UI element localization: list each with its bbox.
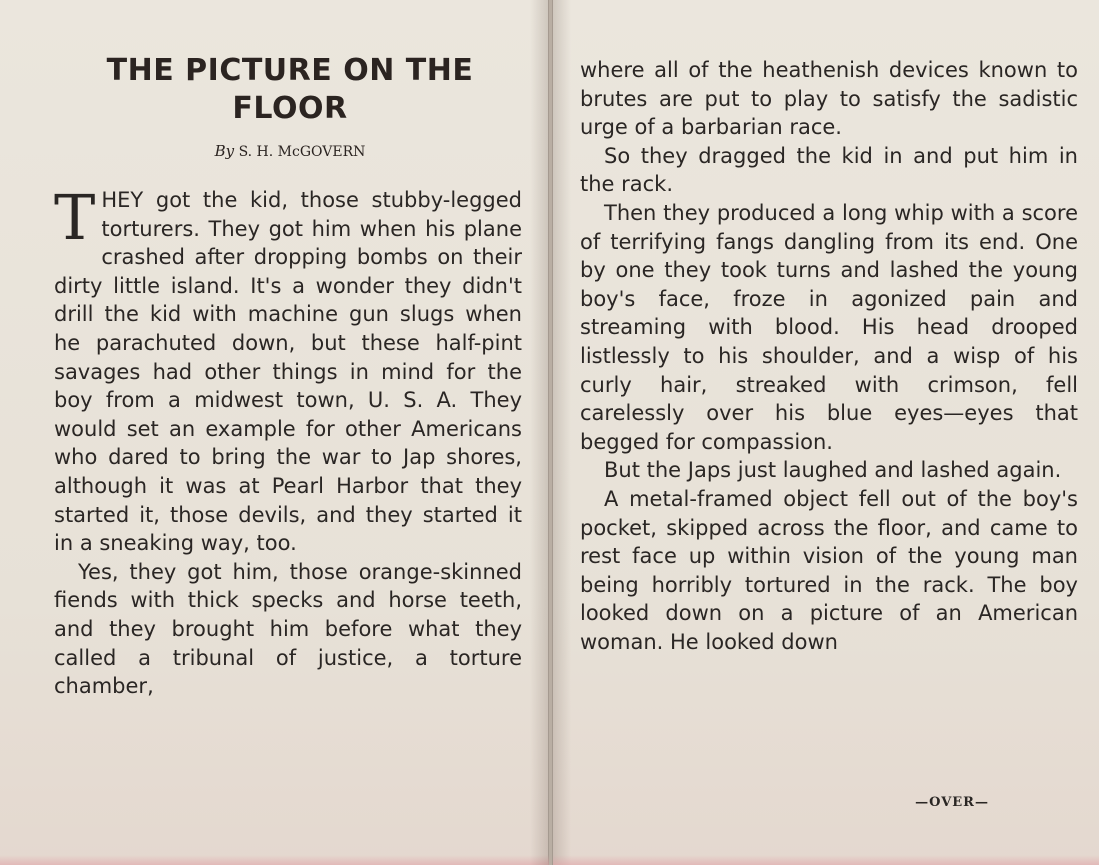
author-name: S. H. McGOVERN bbox=[238, 144, 366, 160]
paragraph: A metal-framed object fell out of the boy's pocket, skipped across the floor, and came to rest face up within vision of the young man being horribly tortured in the rack. The boy looked down on a picture of an American woman. He looked down bbox=[580, 486, 1078, 654]
left-column-text bbox=[54, 181, 522, 701]
right-column-text bbox=[580, 56, 1078, 656]
paragraph: where all of the heathenish devices known to brutes are put to play to satisfy the sadistic urge of a barbarian race. bbox=[580, 58, 1078, 140]
drop-cap: T bbox=[54, 181, 96, 254]
page-edge-tint bbox=[553, 855, 1099, 865]
paragraph-text: HEY got the kid, those stubby-legged torturers. They got him when his plane crashed after dropping bombs on their dirty little island. It's a wonder they didn't drill the kid with machine gun slugs when he parachuted down, but these half-pint savages had other things in mind for the boy from a midwest town, U. S. A. They would set an example for other Americans who dared to bring the war to Jap shores, although it was at Pearl Harbor that they started it, those devils, and they started it in a sneaking way, too. bbox=[54, 188, 522, 556]
byline-prefix: By bbox=[214, 142, 235, 160]
left-page bbox=[0, 0, 549, 865]
paragraph bbox=[54, 181, 522, 558]
paragraph: Yes, they got him, those orange-skinned fiends with thick specks and horse teeth, and they brought him before what they called a tribunal of justice, a torture chamber, bbox=[54, 559, 522, 699]
paragraph: But the Japs just laughed and lashed again. bbox=[604, 458, 1062, 483]
paragraph: Then they produced a long whip with a score of terrifying fangs dangling from its end. One by one they took turns and lashed the young boy's face, froze in agonized pain and streaming with blood. His head drooped listlessly to his shoulder, and a wisp of his curly hair, streaked with crimson, fell carelessly over his blue eyes—eyes that begged for compassion. bbox=[580, 200, 1078, 454]
continued-marker: —OVER— bbox=[915, 795, 989, 810]
byline bbox=[60, 142, 520, 160]
right-page bbox=[552, 0, 1099, 865]
article-title: THE PICTURE ON THE FLOOR bbox=[106, 53, 474, 126]
page-edge-tint bbox=[0, 855, 549, 865]
paragraph: So they dragged the kid in and put him in the rack. bbox=[580, 143, 1078, 197]
